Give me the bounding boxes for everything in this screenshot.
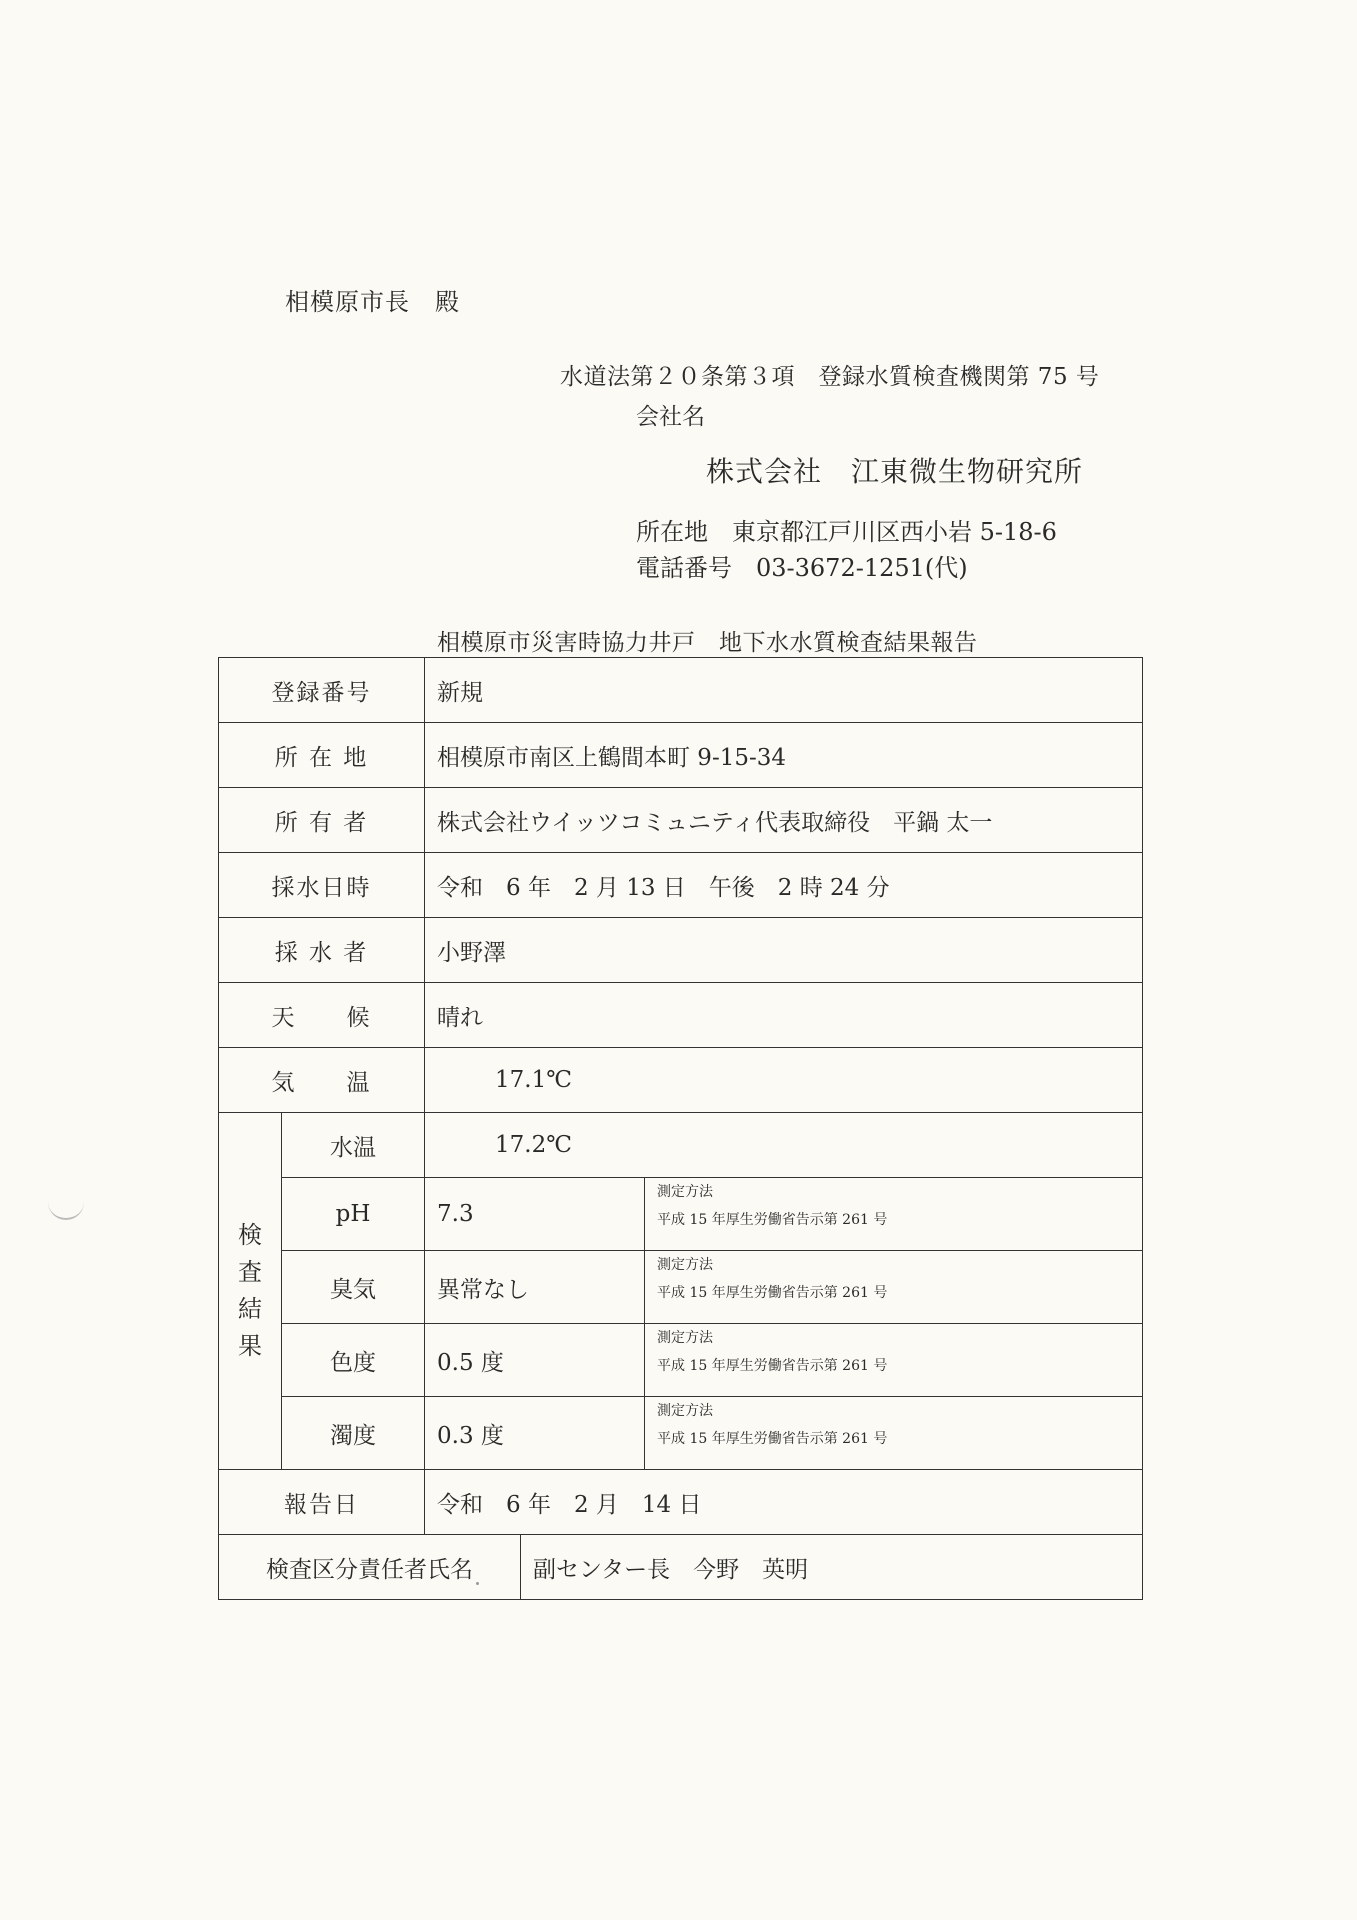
sampling-datetime-label: 採水日時 [219,853,425,918]
air-temp-label: 気 温 [219,1048,425,1113]
table-row [219,1397,1143,1470]
table-row [219,723,1143,788]
color-value: 0.5 度 [425,1324,645,1397]
company-phone: 電話番号 03-3672-1251(代) [636,554,968,582]
table-row [219,1470,1143,1535]
color-label: 色度 [282,1324,425,1397]
water-temp-value: 17.2℃ [425,1113,1143,1178]
location-value: 相模原市南区上鶴間本町 9-15-34 [425,723,1143,788]
inspection-report-table [218,657,1143,1600]
scan-mark [48,1196,84,1220]
table-row [219,1178,1143,1251]
odor-value: 異常なし [425,1251,645,1324]
turbidity-label: 濁度 [282,1397,425,1470]
table-row [219,1113,1143,1178]
table-row [219,853,1143,918]
company-label: 会社名 [636,404,705,430]
ph-method: 測定方法 平成 15 年厚生労働省告示第 261 号 [645,1178,1143,1251]
water-temp-label: 水温 [282,1113,425,1178]
sampler-value: 小野澤 [425,918,1143,983]
results-group-label: 検 査 結 果 [219,1113,282,1470]
addressee: 相模原市長 殿 [285,288,460,316]
responsible-label: 検査区分責任者氏名 [219,1535,521,1600]
turbidity-method: 測定方法 平成 15 年厚生労働省告示第 261 号 [645,1397,1143,1470]
report-date-value: 令和 6 年 2 月 14 日 [425,1470,1143,1535]
report-title: 相模原市災害時協力井戸 地下水水質検査結果報告 [437,630,978,656]
ph-value: 7.3 [425,1178,645,1251]
registration-no-value: 新規 [425,658,1143,723]
table-row [219,1324,1143,1397]
company-name: 株式会社 江東微生物研究所 [706,455,1084,488]
odor-label: 臭気 [282,1251,425,1324]
table-row [219,918,1143,983]
table-row [219,1251,1143,1324]
table-row [219,1048,1143,1113]
turbidity-value: 0.3 度 [425,1397,645,1470]
weather-label: 天 候 [219,983,425,1048]
report-date-label: 報告日 [219,1470,425,1535]
scan-dot [476,1582,479,1585]
table-row [219,788,1143,853]
ph-label: pH [282,1178,425,1251]
registration-no-label: 登録番号 [219,658,425,723]
company-address: 所在地 東京都江戸川区西小岩 5-18-6 [636,518,1057,546]
responsible-value: 副センター長 今野 英明 [521,1535,1143,1600]
table-row [219,658,1143,723]
odor-method: 測定方法 平成 15 年厚生労働省告示第 261 号 [645,1251,1143,1324]
owner-label: 所 有 者 [219,788,425,853]
air-temp-value: 17.1℃ [425,1048,1143,1113]
table-row [219,983,1143,1048]
sampler-label: 採 水 者 [219,918,425,983]
registration-line: 水道法第２０条第３項 登録水質検査機関第 75 号 [560,364,1100,390]
table-row [219,1535,1143,1600]
sampling-datetime-value: 令和 6 年 2 月 13 日 午後 2 時 24 分 [425,853,1143,918]
owner-value: 株式会社ウイッツコミュニティ代表取締役 平鍋 太一 [425,788,1143,853]
color-method: 測定方法 平成 15 年厚生労働省告示第 261 号 [645,1324,1143,1397]
location-label: 所 在 地 [219,723,425,788]
weather-value: 晴れ [425,983,1143,1048]
